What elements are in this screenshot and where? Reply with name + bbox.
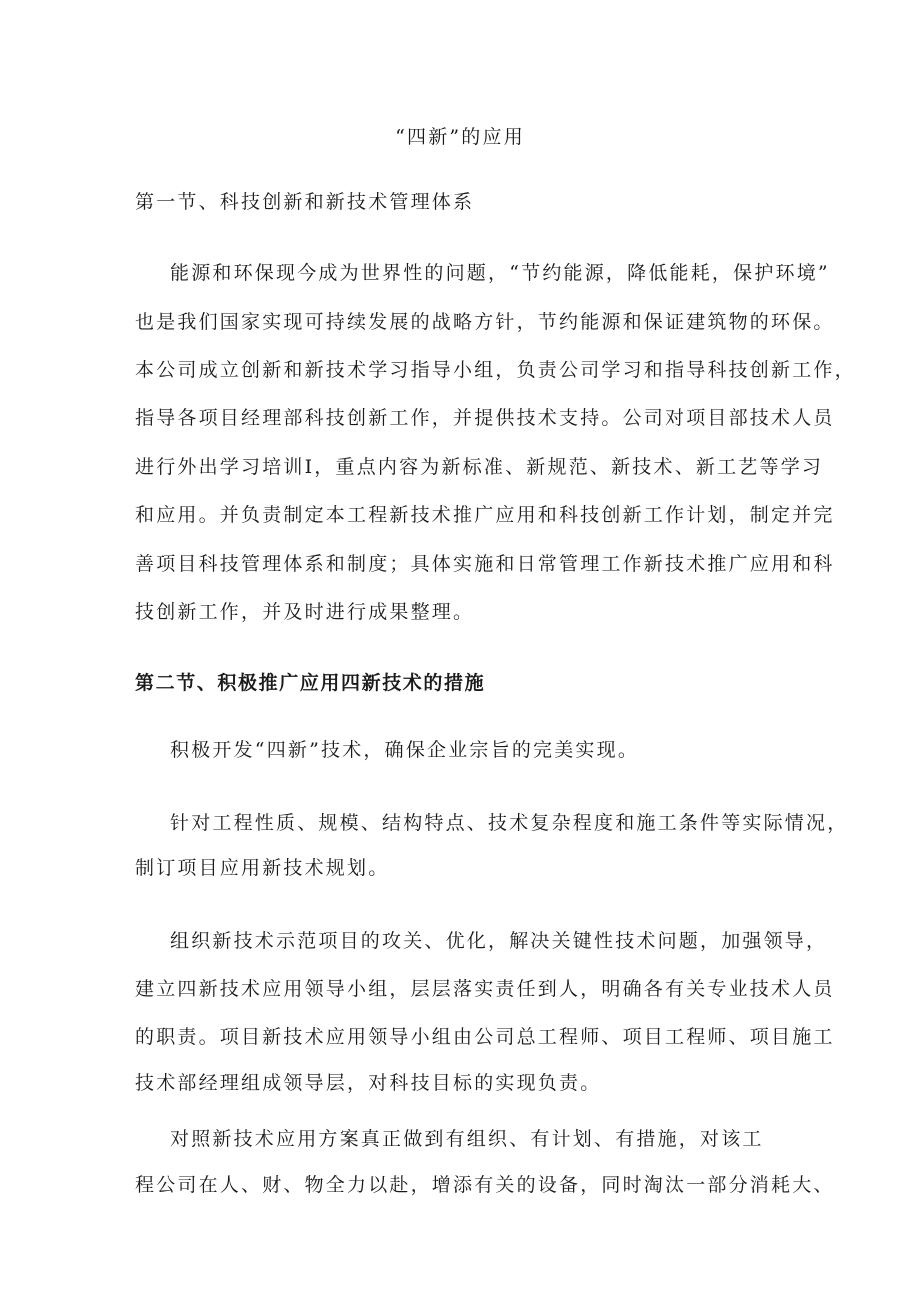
section-2-paragraph-3-line: 组织新技术示范项目的攻关、优化，解决关键性技术问题，加强领导， bbox=[170, 930, 828, 952]
section-2-paragraph-2-line: 制订项目应用新技术规划。 bbox=[135, 857, 390, 879]
section-1-paragraph-line: 善项目科技管理体系和制度；具体实施和日常管理工作新技术推广应用和科 bbox=[135, 553, 835, 575]
section-1-paragraph-line: 能源和环保现今成为世界性的问题，“节约能源，降低能耗，保护环境” bbox=[170, 262, 830, 284]
section-2-paragraph-1: 积极开发“四新”技术，确保企业宗旨的完美实现。 bbox=[170, 739, 640, 761]
section-2-paragraph-3-line: 的职责。项目新技术应用领导小组由公司总工程师、项目工程师、项目施工 bbox=[135, 1026, 835, 1048]
section-2-paragraph-4-line: 对照新技术应用方案真正做到有组织、有计划、有措施，对该工 bbox=[170, 1128, 764, 1150]
document-title: “四新”的应用 bbox=[395, 126, 525, 148]
section-1-paragraph-line: 指导各项目经理部科技创新工作，并提供技术支持。公司对项目部技术人员 bbox=[135, 407, 835, 429]
section-1-paragraph-line: 进行外出学习培训Ⅰ，重点内容为新标准、新规范、新技术、新工艺等学习 bbox=[135, 456, 824, 478]
section-2-paragraph-4-line: 程公司在人、财、物全力以赴，增添有关的设备，同时淘汰一部分消耗大、 bbox=[135, 1174, 835, 1196]
section-1-paragraph-line: 技创新工作，并及时进行成果整理。 bbox=[135, 601, 475, 623]
section-2-paragraph-2-line: 针对工程性质、规模、结构特点、技术复杂程度和施工条件等实际情况， bbox=[170, 812, 849, 834]
section-2-heading: 第二节、积极推广应用四新技术的措施 bbox=[135, 672, 486, 694]
section-1-paragraph-line: 本公司成立创新和新技术学习指导小组，负责公司学习和指导科技创新工作， bbox=[135, 359, 856, 381]
section-1-paragraph-line: 也是我们国家实现可持续发展的战略方针，节约能源和保证建筑物的环保。 bbox=[135, 311, 835, 333]
section-1-paragraph-line: 和应用。并负责制定本工程新技术推广应用和科技创新工作计划，制定并完 bbox=[135, 504, 835, 526]
section-2-paragraph-3-line: 技术部经理组成领导层，对科技目标的实现负责。 bbox=[135, 1072, 602, 1094]
section-1-heading: 第一节、科技创新和新技术管理体系 bbox=[135, 191, 475, 213]
section-2-paragraph-3-line: 建立四新技术应用领导小组，层层落实责任到人，明确各有关专业技术人员 bbox=[135, 978, 835, 1000]
